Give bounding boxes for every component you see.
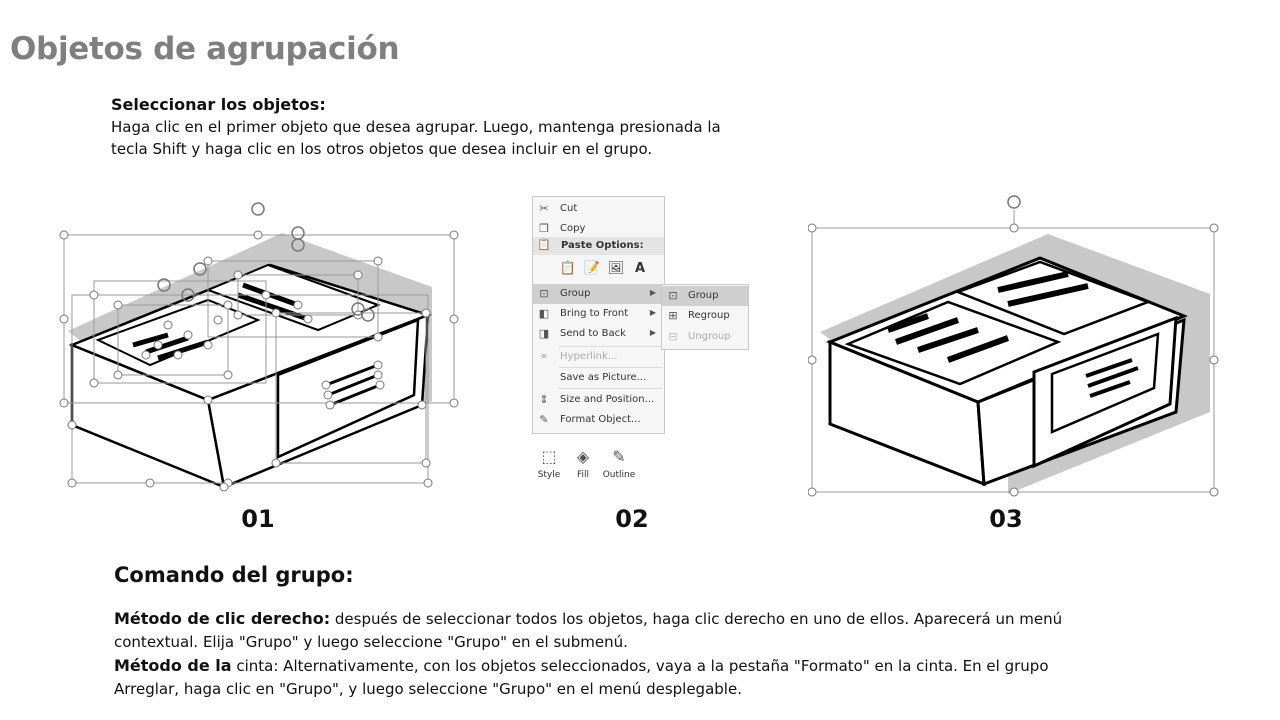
paste-keep-formatting-icon[interactable]: 📋 [559, 261, 577, 276]
method-ribbon-text: cinta: Alternativamente, con los objetos seleccionados, vaya a la pestaña "Formato" en la cinta. En el grupo Arreglar, haga clic en "Grupo", y luego seleccione "Grupo" en el menú desplegable. [114, 657, 1049, 698]
mini-ribbon [532, 444, 644, 496]
ungroup-icon: ⊟ [668, 330, 678, 343]
method-ribbon [114, 654, 1074, 701]
send-to-back-icon: ◨ [538, 327, 550, 340]
chevron-right-icon: ▶ [649, 308, 656, 317]
chevron-right-icon: ▶ [649, 288, 656, 297]
style-icon: ⬚ [541, 447, 557, 466]
menu-item-group[interactable]: ⊡ Group ▶ [533, 284, 664, 304]
menu-item-hyperlink[interactable]: ⚭ Hyperlink... [533, 347, 664, 367]
outline-pen-icon: ✎ [612, 447, 626, 466]
hyperlink-icon: ⚭ [539, 350, 549, 363]
rotate-handle-icon [1008, 196, 1020, 208]
regroup-icon: ⊞ [668, 309, 678, 322]
method-right-click-text: después de seleccionar todos los objetos, haga clic derecho en uno de ellos. Aparecerá un menú contextual. Elija "Grupo" y luego seleccione "Grupo" en el submenú. [114, 610, 1063, 651]
menu-item-format-object[interactable]: ✎ Format Object... [533, 410, 664, 430]
menu-separator [559, 388, 662, 389]
menu-item-size-and-position[interactable]: ⇕ Size and Position... [533, 390, 664, 410]
illustration-grouped-object [808, 192, 1228, 498]
step-number-01: 01 [241, 505, 275, 533]
menu-item-save-as-picture[interactable]: Save as Picture... [560, 372, 647, 383]
scissors-icon: ✂ [539, 202, 549, 215]
menu-item-cut[interactable]: ✂ Cut [533, 199, 664, 219]
style-button[interactable]: ⬚ Style [532, 444, 566, 480]
method-right-click [114, 607, 1074, 654]
menu-item-copy[interactable]: ❐ Copy [533, 219, 664, 239]
illustration-selected-objects [58, 195, 468, 495]
clipboard-icon: 📋 [537, 238, 551, 251]
outline-button[interactable]: ✎ Outline [602, 444, 636, 480]
paste-merge-icon[interactable]: 📝 [583, 261, 601, 276]
page-title: Objetos de agrupación [10, 31, 400, 67]
context-menu [532, 196, 665, 434]
select-objects-block [111, 94, 751, 160]
menu-item-bring-to-front[interactable]: ◧ Bring to Front ▶ [538, 307, 656, 320]
chevron-right-icon: ▶ [649, 328, 656, 337]
select-objects-heading: Seleccionar los objetos: [111, 95, 326, 114]
fill-button[interactable]: ◈ Fill [566, 444, 600, 480]
command-heading: Comando del grupo: [114, 563, 354, 587]
group-icon: ⊡ [539, 287, 549, 300]
step-number-02: 02 [615, 505, 649, 533]
method-right-click-label: Método de clic derecho: [114, 609, 331, 628]
paste-options-header: 📋 Paste Options: [533, 237, 664, 255]
method-ribbon-label: Método de la [114, 656, 232, 675]
copy-icon: ❐ [539, 222, 549, 235]
submenu-item-regroup[interactable]: ⊞ Regroup [662, 306, 748, 326]
submenu-item-group[interactable]: ⊡ Group [662, 286, 748, 306]
paste-picture-icon[interactable]: 🖼 [607, 261, 625, 276]
group-submenu [661, 284, 749, 350]
step-number-03: 03 [989, 505, 1023, 533]
menu-item-send-to-back[interactable]: ◨ Send to Back ▶ [538, 327, 656, 340]
group-icon: ⊡ [668, 289, 678, 302]
submenu-item-ungroup[interactable]: ⊟ Ungroup [662, 327, 748, 347]
format-icon: ✎ [539, 413, 549, 426]
paste-text-icon[interactable]: A [634, 261, 646, 276]
fill-bucket-icon: ◈ [576, 447, 590, 466]
size-icon: ⇕ [539, 393, 549, 406]
select-objects-text: Haga clic en el primer objeto que desea agrupar. Luego, mantenga presionada la tecla Shift y haga clic en los otros objetos que desea incluir en el grupo. [111, 118, 721, 158]
bring-to-front-icon: ◧ [538, 307, 550, 320]
